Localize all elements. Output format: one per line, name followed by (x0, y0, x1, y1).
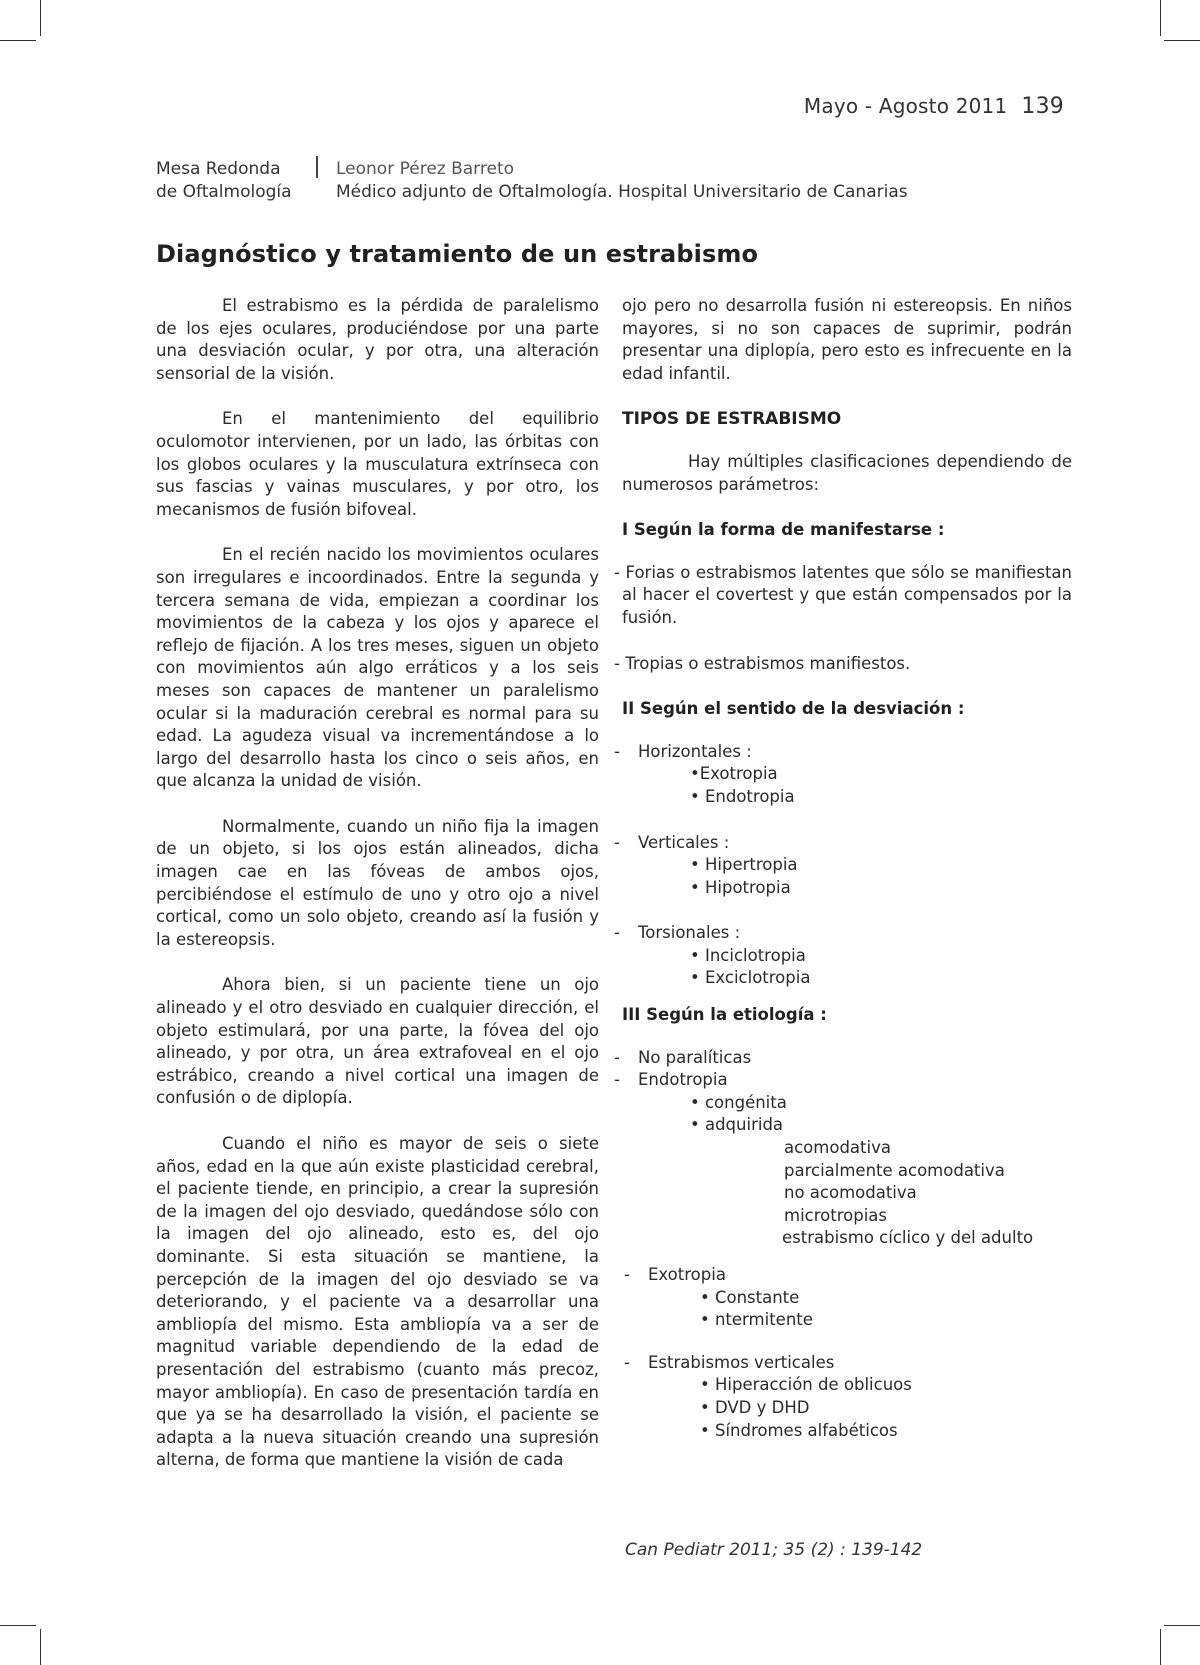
article-title: Diagnóstico y tratamiento de un estrabismo (156, 240, 759, 268)
list-label: No paralíticas (638, 1047, 752, 1067)
list-item: • DVD y DHD (700, 1397, 810, 1417)
list-subitem: no acomodativa (784, 1183, 917, 1203)
crop-mark (0, 40, 36, 41)
list-subitem: estrabismo cíclico y del adulto (782, 1228, 1034, 1248)
paragraph: El estrabismo es la pérdida de paralelismo de los ejes oculares, produciéndose por una parte una desviación ocular, y por otra, una alteración sensorial de la visión. (156, 296, 599, 383)
list-item: • Hipertropia (690, 855, 798, 875)
subsection-heading: II Según el sentido de la desviación : (622, 699, 965, 719)
list-group: - Horizontales : •Exotropia • Endotropia (622, 741, 1072, 809)
list-label: Exotropia (648, 1265, 726, 1284)
list-group: - Exotropia • Constante • ntermitente (622, 1264, 1072, 1332)
journal-citation: Can Pediatr 2011; 35 (2) : 139-142 (625, 1540, 923, 1560)
list-item: •Exotropia (690, 764, 778, 784)
list-item: • Inciclotropia (690, 945, 806, 965)
paragraph: En el recién nacido los movimientos oculares son irregulares e incoordinados. Entre la segunda y tercera semana de vida, empiezan a coordinar los movimientos de la cabeza y los ojos y aparece el reflejo de fijación. A los tres meses, siguen un objeto con movimientos aún algo erráticos y a los seis meses son capaces de mantener un paralelismo ocular si la maduración cerebral es normal para su edad. La agudeza visual va incrementándose a lo largo del desarrollo hasta los cinco o seis años, en que alcanza la unidad de visión. (156, 545, 599, 791)
list-label: Endotropia (638, 1070, 728, 1090)
issue-date: Mayo - Agosto 2011 (803, 94, 1008, 118)
list-item: • Endotropia (690, 786, 795, 806)
list-item: • Constante (700, 1287, 800, 1307)
page-number: 139 (1021, 94, 1064, 119)
crop-mark (1164, 1625, 1200, 1626)
paragraph: Hay múltiples clasificaciones dependiendo de numerosos parámetros: (622, 451, 1072, 494)
subsection-heading: III Según la etiología : (622, 1005, 827, 1025)
list-label: Horizontales : (638, 741, 752, 761)
section-label: Mesa Redonda de Oftalmología (156, 159, 292, 202)
list-subitem: acomodativa (784, 1138, 891, 1158)
list-item: - Tropias o estrabismos manifiestos. (614, 653, 911, 673)
crop-mark (1160, 1629, 1161, 1665)
list-item: - Forias o estrabismos latentes que sólo se manifiestan al hacer el covertest y que están compensados por la fusión. (614, 562, 1072, 627)
crop-mark (1160, 0, 1161, 36)
crop-mark (40, 1629, 41, 1665)
left-column (156, 295, 599, 1472)
list-item: • Síndromes alfabéticos (700, 1420, 898, 1440)
author-info (336, 158, 1156, 204)
running-head (804, 94, 1064, 119)
author-name: Leonor Pérez Barreto (336, 159, 515, 179)
paragraph: Ahora bien, si un paciente tiene un ojo alineado y el otro desviado en cualquier dirección, el objeto estimulará, por una parte, la fóvea del ojo alineado, y por otra, un área extrafoveal en el ojo estrábico, creando a nivel cortical una imagen de confusión o de diplopía. (156, 975, 599, 1108)
paragraph: En el mantenimiento del equilibrio oculomotor intervienen, por un lado, las órbitas con los globos oculares y la musculatura extrínseca con sus fascias y vainas musculares, y por otro, los mecanismos de fusión bifoveal. (156, 409, 599, 519)
list-group: - Estrabismos verticales • Hiperacción de oblicuos • DVD y DHD • Síndromes alfabéticos (622, 1352, 1072, 1442)
list-group: - Verticales : • Hipertropia • Hipotropia (622, 832, 1072, 900)
list-item: • Exciclotropia (690, 968, 811, 988)
crop-mark (0, 1625, 36, 1626)
section-heading: TIPOS DE ESTRABISMO (622, 409, 842, 430)
list-item: • Hipotropia (690, 877, 791, 897)
crop-mark (1164, 40, 1200, 41)
paragraph: Cuando el niño es mayor de seis o siete años, edad en la que aún existe plasticidad cerebral, el paciente tiende, en principio, a crear la supresión de la imagen del ojo desviado, quedándose sólo con la imagen del ojo alineado, esto es, del ojo dominante. Si esta situación se mantiene, la percepción de la imagen del ojo desviado se va deteriorando, y el paciente va a desarrollar una ambliopía del mismo. Esta ambliopía va a ser de magnitud variable dependiendo de la edad de presentación del estrabismo (cuanto más precoz, mayor ambliopía). En caso de presentación tardía en que ya se ha desarrollado la visión, el paciente se adapta a la nueva situación creando una supresión alterna, de forma que mantiene la visión de cada (156, 1134, 599, 1470)
byline-separator (316, 156, 318, 178)
author-affiliation: Médico adjunto de Oftalmología. Hospital Universitario de Canarias (336, 182, 908, 202)
right-column (614, 295, 1072, 1465)
list-label: Verticales : (638, 832, 730, 852)
subsection-heading: I Según la forma de manifestarse : (622, 520, 945, 540)
list-subitem: microtropias (784, 1205, 887, 1225)
list-group: - Torsionales : • Inciclotropia • Exciclotropia (622, 922, 1072, 990)
list-label: Estrabismos verticales (648, 1352, 835, 1372)
list-item: • congénita (690, 1092, 787, 1112)
list-item: • ntermitente (700, 1310, 813, 1330)
list-item: • Hiperacción de oblicuos (700, 1375, 912, 1395)
list-subitem: parcialmente acomodativa (784, 1160, 1005, 1180)
paragraph: ojo pero no desarrolla fusión ni estereopsis. En niños mayores, si no son capaces de suprimir, podrán presentar una diplopía, pero esto es infrecuente en la edad infantil. (622, 296, 1072, 383)
paragraph: Normalmente, cuando un niño fija la imagen de un objeto, si los ojos están alineados, dicha imagen cae en las fóveas de ambos ojos, percibiéndose el estímulo de uno y otro ojo a nivel cortical, como un solo objeto, creando así la fusión y la estereopsis. (156, 816, 599, 949)
crop-mark (40, 0, 41, 36)
list-label: Torsionales : (638, 923, 741, 943)
list-item: • adquirida (690, 1115, 784, 1135)
list-group: - No paralíticas - Endotropia • congénita • adquirida acomodativa parcialmente acomodativa no acomodativa microtropias estrabismo cíclico y del adulto (622, 1047, 1072, 1250)
